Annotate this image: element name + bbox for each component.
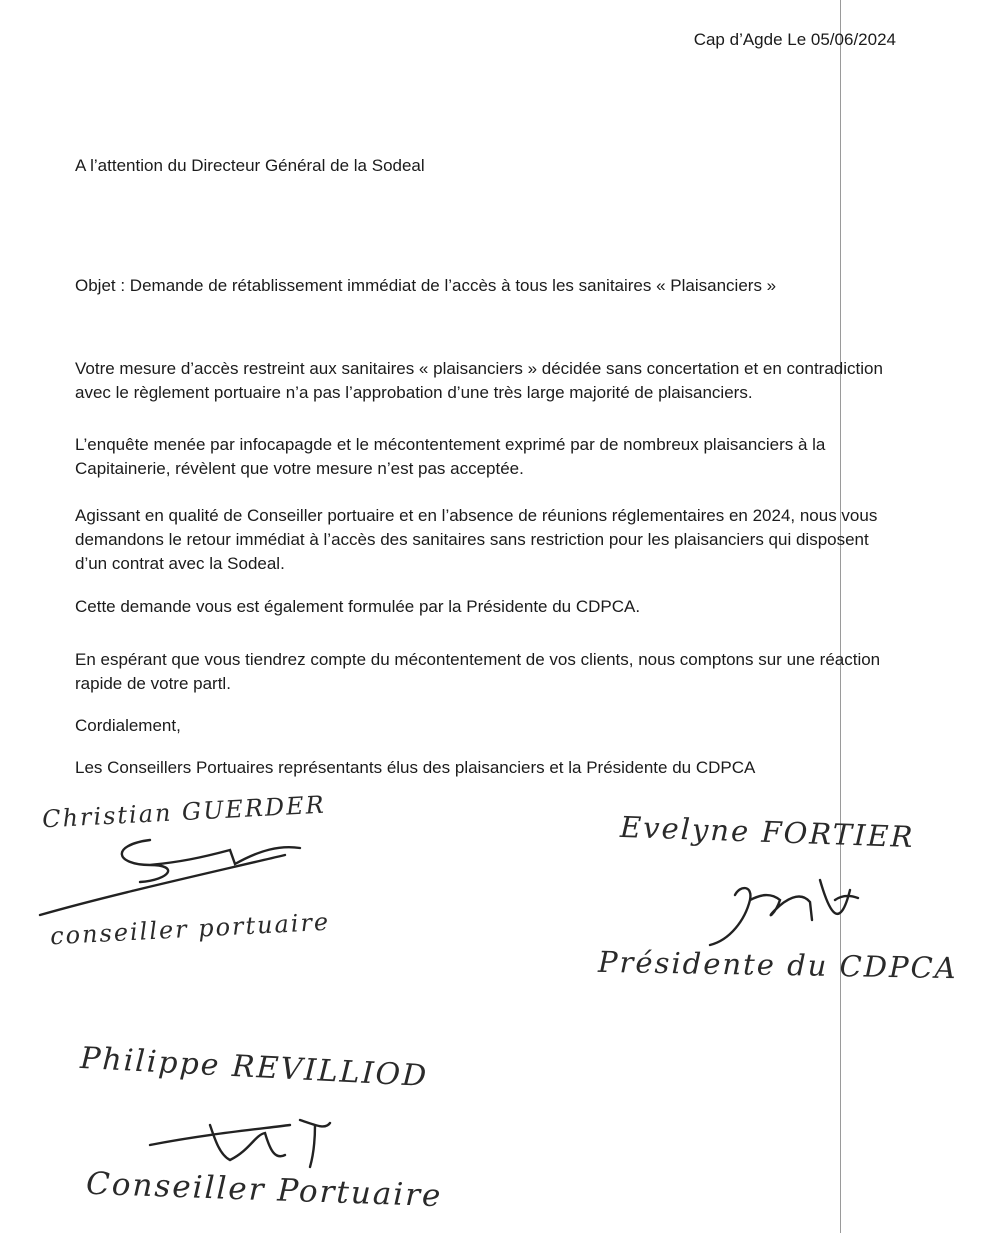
closing: Cordialement,	[75, 716, 181, 735]
signature-name-guerder: Christian GUERDER	[41, 790, 327, 834]
signature-name-fortier: Evelyne FORTIER	[619, 809, 915, 855]
signature-title-fortier: Présidente du CDPCA	[597, 944, 958, 986]
body-paragraph-1: Votre mesure d’accès restreint aux sanitaires « plaisanciers » décidée sans concertation et en contradiction avec le règlement portuaire n’a pas l’approbation d’une très large majorité de plaisanciers.	[75, 359, 883, 402]
subject-line: Objet : Demande de rétablissement immédiat de l’accès à tous les sanitaires « Plaisanciers »	[75, 276, 777, 295]
body-paragraph-2: L’enquête menée par infocapagde et le mécontentement exprimé par de nombreux plaisanciers à la Capitainerie, révèlent que votre mesure n’est pas acceptée.	[75, 435, 826, 478]
signatories-line: Les Conseillers Portuaires représentants élus des plaisanciers et la Présidente du CDPCA	[75, 758, 756, 777]
body-paragraph-4: Cette demande vous est également formulée par la Présidente du CDPCA.	[75, 597, 641, 616]
signature-title-revilliod: Conseiller Portuaire	[85, 1165, 443, 1215]
letter-date: Cap d’Agde Le 05/06/2024	[693, 30, 896, 49]
body-paragraph-3: Agissant en qualité de Conseiller portuaire et en l’absence de réunions réglementaires en 2024, nous vous demandons le retour immédiat à l’accès des sanitaires sans restriction pour les plaisanciers qui disposent d’un contrat avec la Sodeal.	[75, 506, 878, 573]
body-paragraph-5: En espérant que vous tiendrez compte du mécontentement de vos clients, nous comptons sur une réaction rapide de votre partl.	[75, 650, 881, 693]
signature-revilliod	[140, 1105, 360, 1175]
recipient-line: A l’attention du Directeur Général de la Sodeal	[75, 156, 425, 175]
signature-fortier	[690, 860, 890, 955]
signature-name-revilliod: Philippe REVILLIOD	[79, 1040, 430, 1095]
signature-title-guerder: conseiller portuaire	[49, 907, 331, 951]
